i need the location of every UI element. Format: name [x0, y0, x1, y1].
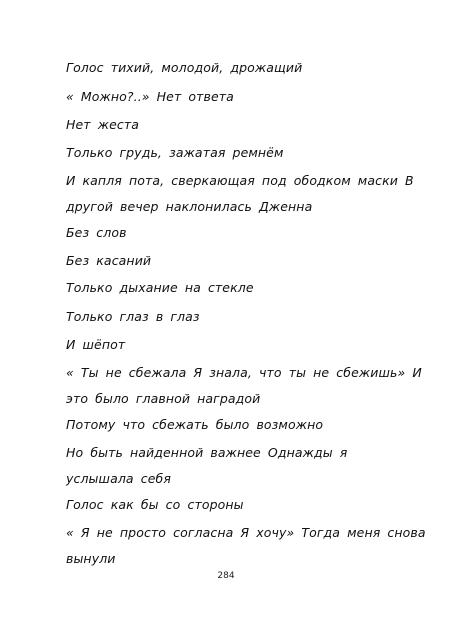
text-line: Без слов	[66, 225, 127, 240]
paragraph-12	[66, 412, 396, 438]
paragraph-9	[66, 304, 396, 330]
paragraph-4	[66, 140, 396, 166]
paragraph-3	[66, 112, 396, 138]
paragraph-14	[66, 492, 396, 518]
text-line: Только глаз в глаз	[66, 309, 200, 324]
paragraph-6	[66, 220, 396, 246]
paragraph-2	[66, 84, 396, 110]
paragraph-5	[66, 168, 414, 220]
page-number: 284	[217, 571, 235, 581]
paragraph-10	[66, 332, 396, 358]
text-line: « Ты не сбежала Я знала, что ты не сбежишь» И	[66, 365, 422, 380]
text-line: вынули	[66, 551, 116, 566]
paragraph-13	[66, 440, 396, 492]
text-line: услышала себя	[66, 471, 171, 486]
text-line: « Можно?..» Нет ответа	[66, 89, 234, 104]
text-line: Только дыхание на стекле	[66, 280, 254, 295]
text-line: Нет жеста	[66, 117, 140, 132]
text-line: Только грудь, зажатая ремнём	[66, 145, 284, 160]
paragraph-7	[66, 248, 396, 274]
text-line: И капля пота, сверкающая под ободком маски В	[66, 173, 414, 188]
text-line: это было главной наградой	[66, 391, 261, 406]
text-line: И шёпот	[66, 337, 126, 352]
paragraph-11	[66, 360, 422, 412]
text-line: Но быть найденной важнее Однажды я	[66, 445, 348, 460]
text-line: Без касаний	[66, 253, 152, 268]
text-line: Потому что сбежать было возможно	[66, 417, 324, 432]
text-line: « Я не просто согласна Я хочу» Тогда меня снова	[66, 525, 426, 540]
paragraph-15	[66, 520, 426, 572]
text-line: другой вечер наклонилась Дженна	[66, 199, 313, 214]
paragraph-8	[66, 275, 396, 301]
text-line: Голос как бы со стороны	[66, 497, 244, 512]
paragraph-1	[66, 55, 396, 81]
text-line: Голос тихий, молодой, дрожащий	[66, 60, 303, 75]
